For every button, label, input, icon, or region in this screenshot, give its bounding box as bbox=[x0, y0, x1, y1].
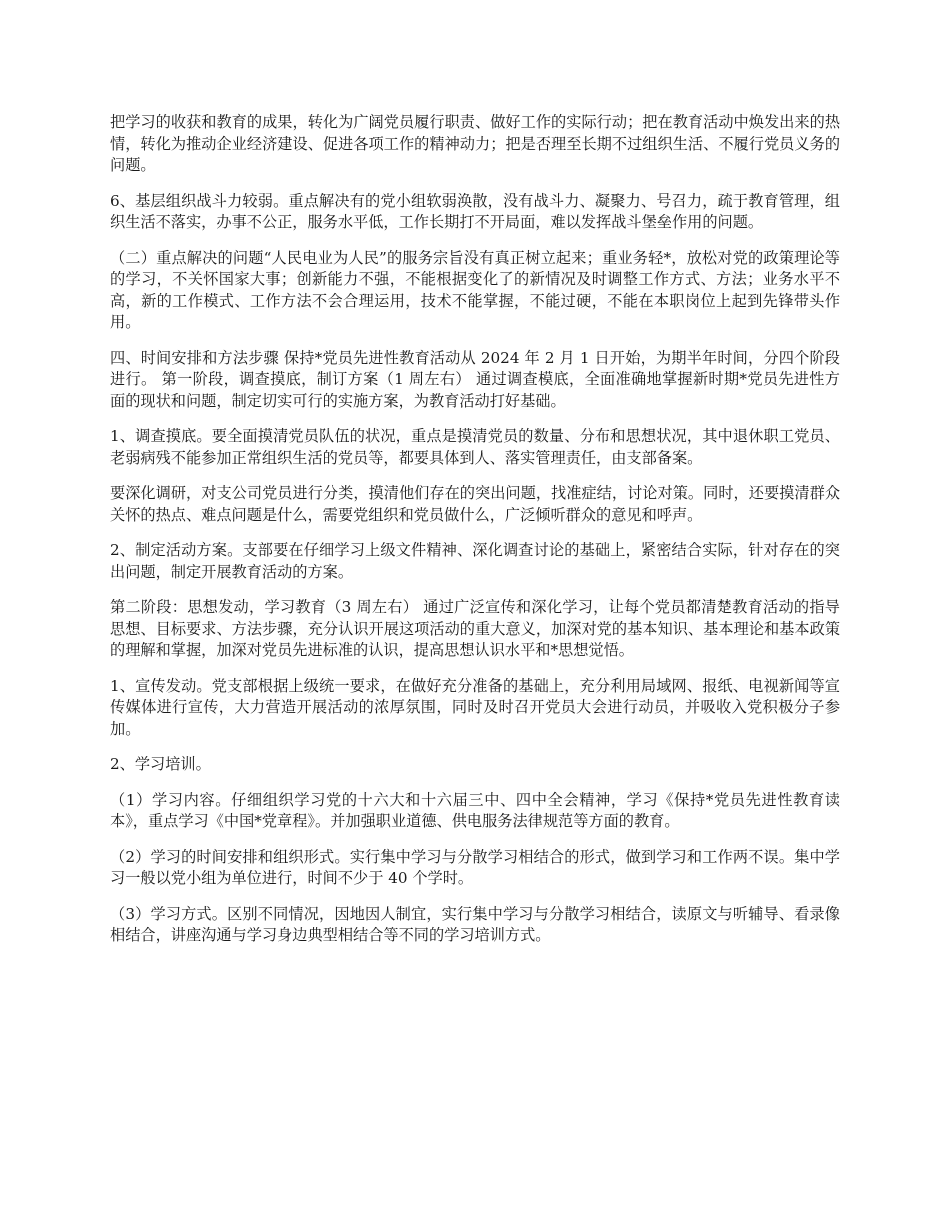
paragraph-study-method: （3）学习方式。区别不同情况，因地因人制宜，实行集中学习与分散学习相结合，读原文与听辅导、看录像相结合，讲座沟通与学习身边典型相结合等不同的学习培训方式。 bbox=[110, 904, 840, 944]
paragraph-study-content: （1）学习内容。仔细组织学习党的十六大和十六届三中、四中全会精神，学习《保持*党员先进性教育读本》，重点学习《中国*党章程》。并加强职业道德、供电服务法律规范等方面的教育。 bbox=[110, 790, 840, 830]
paragraph-publicity: 1、宣传发动。党支部根据上级统一要求，在做好充分准备的基础上，充分利用局域网、报纸、电视新闻等宣传媒体进行宣传，大力营造开展活动的浓厚氛围，同时及时召开党员大会进行动员，并吸收入党积极分子参加。 bbox=[110, 676, 840, 738]
paragraph-research: 要深化调研，对支公司党员进行分类，摸清他们存在的突出问题，找准症结，讨论对策。同时，还要摸清群众关怀的热点、难点问题是什么，需要党组织和党员做什么，广泛倾听群众的意见和呼声。 bbox=[110, 484, 840, 524]
paragraph-phase-two: 第二阶段：思想发动，学习教育（3 周左右） 通过广泛宣传和深化学习，让每个党员都清楚教育活动的指导思想、目标要求、方法步骤，充分认识开展这项活动的重大意义，加深对党的基本知识、基本理论和基本政策的理解和掌握，加深对党员先进标准的认识，提高思想认识水平和*思想觉悟。 bbox=[110, 598, 840, 659]
paragraph-activity-plan: 2、制定活动方案。支部要在仔细学习上级文件精神、深化调查讨论的基础上，紧密结合实际，针对存在的突出问题，制定开展教育活动的方案。 bbox=[110, 541, 840, 581]
paragraph-continuation: 把学习的收获和教育的成果，转化为广阔党员履行职责、做好工作的实际行动；把在教育活动中焕发出来的热情，转化为推动企业经济建设、促进各项工作的精神动力；把是否理至长期不过组织生活、不履行党员义务的问题。 bbox=[110, 113, 840, 174]
paragraph-key-issues: （二）重点解决的问题“人民电业为人民”的服务宗旨没有真正树立起来；重业务轻*，放松对党的政策理论等的学习，不关怀国家大事；创新能力不强，不能根据变化了的新情况及时调整工作方式、方法；业务水平不高，新的工作模式、工作方法不会合理运用，技术不能掌握，不能过硬，不能在本职岗位上起到先锋带头作用。 bbox=[110, 248, 840, 331]
paragraph-grassroots-combat: 6、基层组织战斗力较弱。重点解决有的党小组软弱涣散，没有战斗力、凝聚力、号召力，疏于教育管理，组织生活不落实，办事不公正，服务水平低，工作长期打不开局面，难以发挥战斗堡垒作用的问题。 bbox=[110, 191, 840, 231]
paragraph-survey: 1、调查摸底。要全面摸清党员队伍的状况，重点是摸清党员的数量、分布和思想状况，其中退休职工党员、老弱病残不能参加正常组织生活的党员等，都要具体到人、落实管理责任，由支部备案。 bbox=[110, 427, 840, 467]
paragraph-schedule-steps: 四、时间安排和方法步骤 保持*党员先进性教育活动从 2024 年 2 月 1 日开始，为期半年时间，分四个阶段进行。 第一阶段，调查摸底，制订方案（1 周左右） 通过调查模底，全面准确地掌握新时期*党员先进性方面的现状和问题，制定切实可行的实施方案，为教育活动打好基础。 bbox=[110, 348, 840, 410]
document-body bbox=[110, 112, 840, 947]
paragraph-training-heading: 2、学习培训。 bbox=[110, 755, 211, 773]
paragraph-study-schedule: （2）学习的时间安排和组织形式。实行集中学习与分散学习相结合的形式，做到学习和工作两不误。集中学习一般以党小组为单位进行，时间不少于 40 个学时。 bbox=[110, 847, 840, 887]
